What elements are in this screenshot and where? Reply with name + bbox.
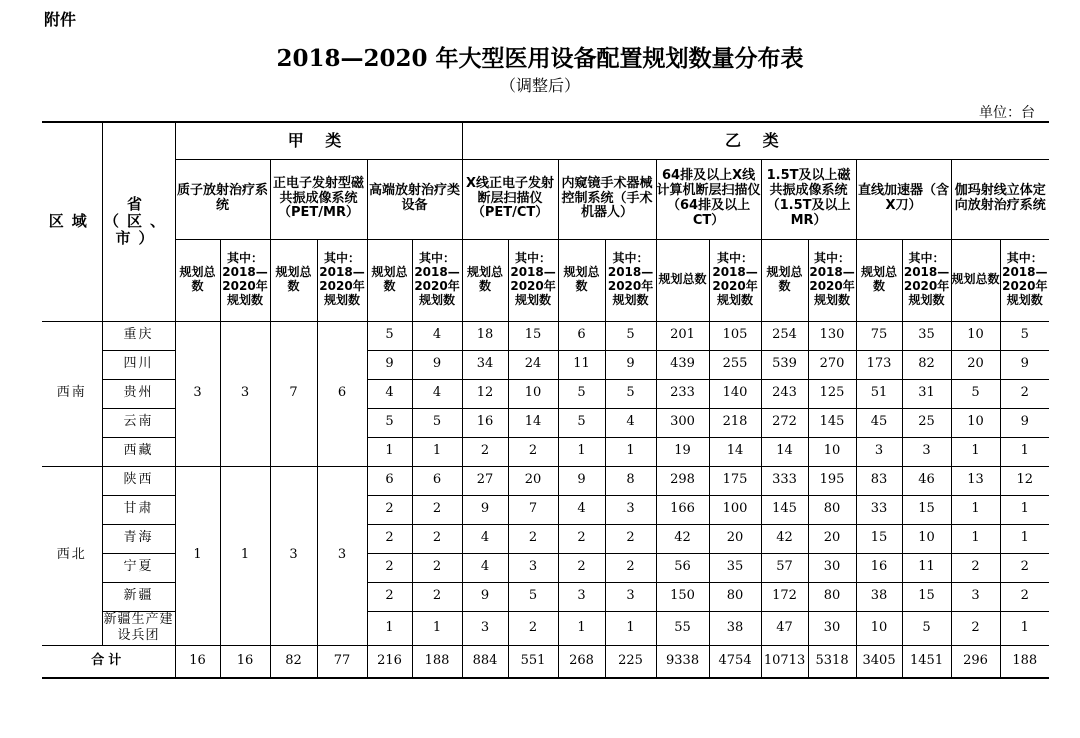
total-value-cell: 1451 bbox=[902, 646, 951, 679]
value-cell: 2 bbox=[412, 495, 462, 524]
value-cell: 218 bbox=[709, 408, 761, 437]
value-cell: 9 bbox=[558, 466, 605, 495]
equipment-header: 伽玛射线立体定向放射治疗系统 bbox=[951, 159, 1049, 239]
value-cell: 2 bbox=[367, 582, 412, 611]
value-cell: 57 bbox=[761, 553, 808, 582]
planned-2018-2020-header: 其中：2018—2020年规划数 bbox=[1000, 239, 1049, 321]
value-cell: 14 bbox=[709, 437, 761, 466]
total-value-cell: 268 bbox=[558, 646, 605, 679]
region-header: 区域 bbox=[42, 122, 102, 321]
province-header: 省（区、市） bbox=[102, 122, 175, 321]
value-cell: 38 bbox=[856, 582, 902, 611]
planned-total-header: 规划总数 bbox=[856, 239, 902, 321]
value-cell: 14 bbox=[761, 437, 808, 466]
value-cell: 5 bbox=[605, 379, 656, 408]
value-cell: 1 bbox=[367, 437, 412, 466]
value-cell: 15 bbox=[508, 321, 558, 350]
province-cell: 陕西 bbox=[102, 466, 175, 495]
class-a-value-cell: 3 bbox=[220, 321, 270, 466]
value-cell: 145 bbox=[808, 408, 856, 437]
value-cell: 20 bbox=[508, 466, 558, 495]
province-cell: 重庆 bbox=[102, 321, 175, 350]
value-cell: 11 bbox=[902, 553, 951, 582]
total-value-cell: 188 bbox=[1000, 646, 1049, 679]
class-a-value-cell: 6 bbox=[317, 321, 367, 466]
total-label: 合计 bbox=[42, 646, 175, 679]
total-value-cell: 9338 bbox=[656, 646, 709, 679]
value-cell: 12 bbox=[462, 379, 508, 408]
value-cell: 173 bbox=[856, 350, 902, 379]
value-cell: 2 bbox=[412, 524, 462, 553]
value-cell: 80 bbox=[808, 495, 856, 524]
class-a-value-cell: 1 bbox=[175, 466, 220, 646]
province-cell: 新疆生产建设兵团 bbox=[102, 611, 175, 646]
allocation-table bbox=[42, 121, 1049, 679]
province-cell: 新疆 bbox=[102, 582, 175, 611]
total-value-cell: 16 bbox=[175, 646, 220, 679]
planned-total-header: 规划总数 bbox=[367, 239, 412, 321]
region-cell: 西北 bbox=[42, 466, 102, 646]
value-cell: 5 bbox=[412, 408, 462, 437]
planned-2018-2020-header: 其中：2018—2020年规划数 bbox=[508, 239, 558, 321]
value-cell: 2 bbox=[412, 553, 462, 582]
value-cell: 5 bbox=[367, 408, 412, 437]
document-subtitle: （调整后） bbox=[499, 76, 580, 95]
value-cell: 333 bbox=[761, 466, 808, 495]
value-cell: 10 bbox=[951, 321, 1000, 350]
value-cell: 30 bbox=[808, 553, 856, 582]
value-cell: 20 bbox=[808, 524, 856, 553]
value-cell: 9 bbox=[367, 350, 412, 379]
total-value-cell: 4754 bbox=[709, 646, 761, 679]
value-cell: 1 bbox=[367, 611, 412, 646]
value-cell: 270 bbox=[808, 350, 856, 379]
table-row bbox=[42, 321, 1049, 350]
value-cell: 33 bbox=[856, 495, 902, 524]
value-cell: 15 bbox=[902, 495, 951, 524]
planned-2018-2020-header: 其中：2018—2020年规划数 bbox=[808, 239, 856, 321]
value-cell: 4 bbox=[462, 553, 508, 582]
planned-total-header: 规划总数 bbox=[656, 239, 709, 321]
value-cell: 1 bbox=[951, 495, 1000, 524]
value-cell: 5 bbox=[1000, 321, 1049, 350]
value-cell: 80 bbox=[709, 582, 761, 611]
value-cell: 300 bbox=[656, 408, 709, 437]
value-cell: 2 bbox=[951, 611, 1000, 646]
equipment-header: 直线加速器（含X刀） bbox=[856, 159, 951, 239]
value-cell: 5 bbox=[902, 611, 951, 646]
value-cell: 1 bbox=[605, 611, 656, 646]
document-title: 2018—2020 年大型医用设备配置规划数量分布表 bbox=[276, 45, 804, 72]
total-value-cell: 296 bbox=[951, 646, 1000, 679]
value-cell: 10 bbox=[951, 408, 1000, 437]
value-cell: 2 bbox=[1000, 379, 1049, 408]
value-cell: 1 bbox=[412, 437, 462, 466]
value-cell: 42 bbox=[656, 524, 709, 553]
planned-total-header: 规划总数 bbox=[270, 239, 317, 321]
value-cell: 100 bbox=[709, 495, 761, 524]
value-cell: 255 bbox=[709, 350, 761, 379]
total-value-cell: 188 bbox=[412, 646, 462, 679]
total-value-cell: 5318 bbox=[808, 646, 856, 679]
value-cell: 201 bbox=[656, 321, 709, 350]
value-cell: 3 bbox=[605, 582, 656, 611]
value-cell: 105 bbox=[709, 321, 761, 350]
value-cell: 2 bbox=[412, 582, 462, 611]
province-cell: 四川 bbox=[102, 350, 175, 379]
value-cell: 2 bbox=[1000, 553, 1049, 582]
value-cell: 272 bbox=[761, 408, 808, 437]
equipment-header: 64排及以上X线计算机断层扫描仪（64排及以上CT） bbox=[656, 159, 761, 239]
planned-total-header: 规划总数 bbox=[175, 239, 220, 321]
value-cell: 3 bbox=[508, 553, 558, 582]
value-cell: 6 bbox=[558, 321, 605, 350]
value-cell: 298 bbox=[656, 466, 709, 495]
planned-total-header: 规划总数 bbox=[761, 239, 808, 321]
province-cell: 贵州 bbox=[102, 379, 175, 408]
value-cell: 80 bbox=[808, 582, 856, 611]
value-cell: 195 bbox=[808, 466, 856, 495]
value-cell: 2 bbox=[558, 553, 605, 582]
value-cell: 539 bbox=[761, 350, 808, 379]
value-cell: 2 bbox=[951, 553, 1000, 582]
total-value-cell: 82 bbox=[270, 646, 317, 679]
value-cell: 24 bbox=[508, 350, 558, 379]
value-cell: 5 bbox=[951, 379, 1000, 408]
equipment-header: 正电子发射型磁共振成像系统（PET/MR） bbox=[270, 159, 367, 239]
province-cell: 青海 bbox=[102, 524, 175, 553]
total-value-cell: 225 bbox=[605, 646, 656, 679]
planned-total-header: 规划总数 bbox=[558, 239, 605, 321]
planned-2018-2020-header: 其中：2018—2020年规划数 bbox=[709, 239, 761, 321]
value-cell: 166 bbox=[656, 495, 709, 524]
table-row bbox=[42, 466, 1049, 495]
value-cell: 35 bbox=[709, 553, 761, 582]
value-cell: 1 bbox=[1000, 611, 1049, 646]
class-a-value-cell: 1 bbox=[220, 466, 270, 646]
total-value-cell: 3405 bbox=[856, 646, 902, 679]
value-cell: 46 bbox=[902, 466, 951, 495]
value-cell: 27 bbox=[462, 466, 508, 495]
value-cell: 3 bbox=[902, 437, 951, 466]
value-cell: 3 bbox=[605, 495, 656, 524]
planned-total-header: 规划总数 bbox=[951, 239, 1000, 321]
value-cell: 55 bbox=[656, 611, 709, 646]
value-cell: 10 bbox=[808, 437, 856, 466]
value-cell: 14 bbox=[508, 408, 558, 437]
value-cell: 10 bbox=[902, 524, 951, 553]
value-cell: 20 bbox=[709, 524, 761, 553]
value-cell: 2 bbox=[605, 524, 656, 553]
province-cell: 云南 bbox=[102, 408, 175, 437]
value-cell: 6 bbox=[412, 466, 462, 495]
total-value-cell: 16 bbox=[220, 646, 270, 679]
value-cell: 130 bbox=[808, 321, 856, 350]
value-cell: 3 bbox=[558, 582, 605, 611]
value-cell: 25 bbox=[902, 408, 951, 437]
value-cell: 45 bbox=[856, 408, 902, 437]
value-cell: 2 bbox=[367, 495, 412, 524]
province-cell: 宁夏 bbox=[102, 553, 175, 582]
value-cell: 12 bbox=[1000, 466, 1049, 495]
value-cell: 4 bbox=[412, 321, 462, 350]
value-cell: 15 bbox=[856, 524, 902, 553]
class-a-value-cell: 3 bbox=[317, 466, 367, 646]
province-cell: 甘肃 bbox=[102, 495, 175, 524]
value-cell: 38 bbox=[709, 611, 761, 646]
value-cell: 6 bbox=[367, 466, 412, 495]
value-cell: 2 bbox=[462, 437, 508, 466]
equipment-header: 内窥镜手术器械控制系统（手术机器人） bbox=[558, 159, 656, 239]
value-cell: 145 bbox=[761, 495, 808, 524]
value-cell: 42 bbox=[761, 524, 808, 553]
planned-2018-2020-header: 其中：2018—2020年规划数 bbox=[605, 239, 656, 321]
value-cell: 3 bbox=[462, 611, 508, 646]
total-value-cell: 884 bbox=[462, 646, 508, 679]
value-cell: 4 bbox=[605, 408, 656, 437]
value-cell: 82 bbox=[902, 350, 951, 379]
value-cell: 9 bbox=[1000, 350, 1049, 379]
value-cell: 1 bbox=[1000, 524, 1049, 553]
value-cell: 5 bbox=[367, 321, 412, 350]
value-cell: 1 bbox=[605, 437, 656, 466]
planned-2018-2020-header: 其中：2018—2020年规划数 bbox=[412, 239, 462, 321]
value-cell: 18 bbox=[462, 321, 508, 350]
value-cell: 16 bbox=[856, 553, 902, 582]
planned-total-header: 规划总数 bbox=[462, 239, 508, 321]
value-cell: 439 bbox=[656, 350, 709, 379]
equipment-header: X线正电子发射断层扫描仪（PET/CT） bbox=[462, 159, 558, 239]
value-cell: 2 bbox=[508, 611, 558, 646]
value-cell: 4 bbox=[367, 379, 412, 408]
class-b-header: 乙 类 bbox=[462, 122, 1049, 159]
region-cell: 西南 bbox=[42, 321, 102, 466]
value-cell: 233 bbox=[656, 379, 709, 408]
value-cell: 2 bbox=[605, 553, 656, 582]
total-value-cell: 10713 bbox=[761, 646, 808, 679]
value-cell: 175 bbox=[709, 466, 761, 495]
value-cell: 7 bbox=[508, 495, 558, 524]
value-cell: 20 bbox=[951, 350, 1000, 379]
value-cell: 1 bbox=[1000, 437, 1049, 466]
value-cell: 2 bbox=[508, 437, 558, 466]
value-cell: 10 bbox=[508, 379, 558, 408]
value-cell: 1 bbox=[412, 611, 462, 646]
value-cell: 8 bbox=[605, 466, 656, 495]
value-cell: 2 bbox=[508, 524, 558, 553]
value-cell: 254 bbox=[761, 321, 808, 350]
value-cell: 5 bbox=[508, 582, 558, 611]
value-cell: 9 bbox=[605, 350, 656, 379]
value-cell: 9 bbox=[462, 495, 508, 524]
value-cell: 75 bbox=[856, 321, 902, 350]
attachment-label: 附件 bbox=[44, 10, 77, 29]
value-cell: 4 bbox=[412, 379, 462, 408]
value-cell: 56 bbox=[656, 553, 709, 582]
value-cell: 35 bbox=[902, 321, 951, 350]
value-cell: 51 bbox=[856, 379, 902, 408]
unit-label: 单位：台 bbox=[979, 105, 1035, 121]
value-cell: 172 bbox=[761, 582, 808, 611]
total-value-cell: 77 bbox=[317, 646, 367, 679]
value-cell: 125 bbox=[808, 379, 856, 408]
value-cell: 2 bbox=[558, 524, 605, 553]
value-cell: 3 bbox=[856, 437, 902, 466]
value-cell: 150 bbox=[656, 582, 709, 611]
value-cell: 9 bbox=[1000, 408, 1049, 437]
province-cell: 西藏 bbox=[102, 437, 175, 466]
planned-2018-2020-header: 其中：2018—2020年规划数 bbox=[317, 239, 367, 321]
value-cell: 34 bbox=[462, 350, 508, 379]
value-cell: 19 bbox=[656, 437, 709, 466]
value-cell: 1 bbox=[951, 437, 1000, 466]
value-cell: 11 bbox=[558, 350, 605, 379]
planned-2018-2020-header: 其中：2018—2020年规划数 bbox=[220, 239, 270, 321]
value-cell: 4 bbox=[462, 524, 508, 553]
value-cell: 243 bbox=[761, 379, 808, 408]
planned-2018-2020-header: 其中：2018—2020年规划数 bbox=[902, 239, 951, 321]
class-a-value-cell: 7 bbox=[270, 321, 317, 466]
total-value-cell: 216 bbox=[367, 646, 412, 679]
value-cell: 47 bbox=[761, 611, 808, 646]
value-cell: 5 bbox=[558, 408, 605, 437]
value-cell: 4 bbox=[558, 495, 605, 524]
total-value-cell: 551 bbox=[508, 646, 558, 679]
value-cell: 1 bbox=[558, 611, 605, 646]
value-cell: 3 bbox=[951, 582, 1000, 611]
value-cell: 30 bbox=[808, 611, 856, 646]
value-cell: 2 bbox=[1000, 582, 1049, 611]
value-cell: 2 bbox=[367, 524, 412, 553]
value-cell: 15 bbox=[902, 582, 951, 611]
value-cell: 5 bbox=[605, 321, 656, 350]
equipment-header: 高端放射治疗类设备 bbox=[367, 159, 462, 239]
value-cell: 1 bbox=[1000, 495, 1049, 524]
equipment-header: 1.5T及以上磁共振成像系统（1.5T及以上MR） bbox=[761, 159, 856, 239]
equipment-header: 质子放射治疗系统 bbox=[175, 159, 270, 239]
class-a-value-cell: 3 bbox=[270, 466, 317, 646]
total-row bbox=[42, 646, 1049, 679]
class-a-header: 甲 类 bbox=[175, 122, 462, 159]
value-cell: 13 bbox=[951, 466, 1000, 495]
value-cell: 31 bbox=[902, 379, 951, 408]
value-cell: 9 bbox=[462, 582, 508, 611]
value-cell: 1 bbox=[951, 524, 1000, 553]
class-a-value-cell: 3 bbox=[175, 321, 220, 466]
value-cell: 1 bbox=[558, 437, 605, 466]
value-cell: 140 bbox=[709, 379, 761, 408]
value-cell: 83 bbox=[856, 466, 902, 495]
value-cell: 10 bbox=[856, 611, 902, 646]
value-cell: 5 bbox=[558, 379, 605, 408]
value-cell: 16 bbox=[462, 408, 508, 437]
value-cell: 9 bbox=[412, 350, 462, 379]
value-cell: 2 bbox=[367, 553, 412, 582]
